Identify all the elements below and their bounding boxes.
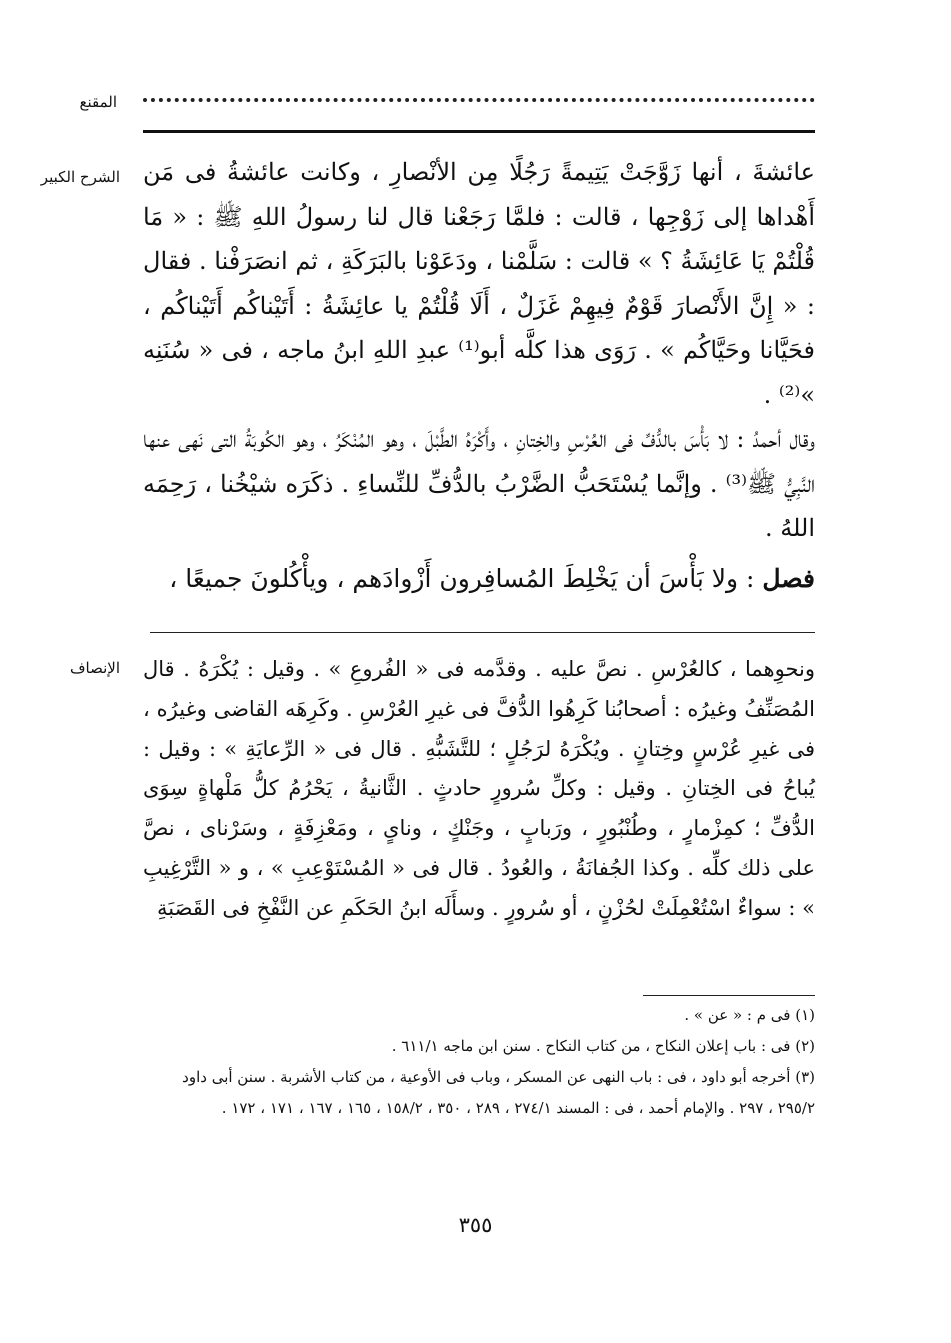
paragraph: عائشةَ ، أنها زَوَّجَتْ يَتِيمةً رَجُلًا مِن الأنْصارِ ، وكانت عائشةُ فى مَن أَهْداها إلى زَوْجِها ، قالت : فلمَّا رَجَعْنا قال لنا رسولُ اللهِ ﷺ : « مَا قُلْتُمْ يَا عَائِشَةُ ؟ » قالت : سَلَّمْنا ، ودَعَوْنا بالبَرَكَةِ ، ثم انصَرَفْنا . فقال : « إِنَّ الأَنْصارَ قَوْمٌ فِيهِمْ غَزَلٌ ، أَلَا قُلْتُمْ يا عائِشَةُ : أَتَيْناكُم أَتَيْناكُم ، فحَيَّانا وحَيَّاكُم » . رَوَى هذا كلَّه أبو⁽¹⁾ عبدِ اللهِ ابنُ ماجه ، فى « سُنَنِه »⁽²⁾ .	[143, 158, 816, 409]
header-rule	[143, 130, 815, 133]
fasl-text: : ولا بَأْسَ أن يَخْلِطَ المُسافِرون أَزْوادَهم ، ويأْكُلونَ جميعًا ،	[169, 563, 755, 593]
footnote: (١) فى م : « عن » .	[684, 1006, 815, 1024]
fasl-line	[143, 557, 815, 602]
side-label-upper: الشرح الكبير	[40, 168, 120, 186]
footnote: (٢) فى : باب إعلان النكاح ، من كتاب النكاح . سنن ابن ماجه ٦١١/١ .	[391, 1037, 815, 1055]
footnote-rule	[643, 995, 815, 996]
footnotes	[143, 1000, 815, 1124]
fasl-heading: فصل	[762, 563, 815, 593]
paragraph: ونحوِهما ، كالعُرْسِ . نصَّ عليه . وقدَّمه فى « الفُروعِ » . وقيل : يُكْرَهُ . قال المُصَنِّفُ وغيرُه : أصحابُنا كَرِهُوا الدُّفَّ فى غيرِ العُرْسِ . وكَرِهَه القاضى وغيرُه ، فى غيرِ عُرْسٍ وخِتانٍ . ويُكْرَهُ لرَجُلٍ ؛ للتَّشَبُّهِ . قال فى « الرِّعايَةِ » : وقيل : يُباحُ فى الخِتانِ . وقيل : وكلِّ سُرورٍ حادثٍ . الثَّانيةُ ، يَحْرُمُ كلُّ مَلْهاةٍ سِوَى الدُّفِّ ؛ كمِزْمارٍ ، وطُنْبُورٍ ، ورَبابٍ ، وجَنْكٍ ، وناىٍ ، ومَعْزِفَةٍ ، وسَرْناى ، نصَّ على ذلك كلِّه . وكذا الجُفانَةُ ، والعُودُ . قال فى « المُسْتَوْعِبِ » ، و « التَّرْغِيبِ » : سواءٌ اسْتُعْمِلَتْ لحُزْنٍ ، أو سُرورٍ . وسأَلَه ابنُ الحَكَمِ عن النَّفْخِ فى القَصَبَةِ	[143, 657, 815, 920]
lower-commentary	[143, 650, 815, 929]
section-divider	[150, 632, 815, 633]
side-label-lower: الإنصاف	[69, 659, 120, 677]
page-number: ٣٥٥	[458, 1213, 493, 1237]
footnote: (٣) أخرجه أبو داود ، فى : باب النهى عن المسكر ، وباب فى الأوعية ، من كتاب الأشربة . سنن أبى داود ٢٩٥/٢ ، ٢٩٧ . والإمام أحمد ، فى : المسند ٢٧٤/١ ، ٢٨٩ ، ٣٥٠ ، ١٥٨/٢ ، ١٦٥ ، ١٦٧ ، ١٧١ ، ١٧٢ .	[182, 1068, 815, 1117]
paragraph: وقال أحمدُ : لا بَأْسَ بالدُّفِّ فى العُرْسِ والخِتانِ ، وأَكْرَهُ الطَّبْلَ ، وهو المُنْكَرُ ، وهو الكُوبَةُ التى نَهى عنها النَّبِيُّ ﷺ⁽³⁾ . وإنَّما يُسْتَحَبُّ الضَّرْبُ بالدُّفِّ للنِّساءِ . ذكَرَه شيْخُنا ، رَحِمَه اللهُ .	[143, 425, 816, 542]
header-dotted-leader	[143, 98, 815, 102]
upper-commentary	[143, 150, 815, 601]
running-header-title: المقنع	[79, 93, 117, 111]
